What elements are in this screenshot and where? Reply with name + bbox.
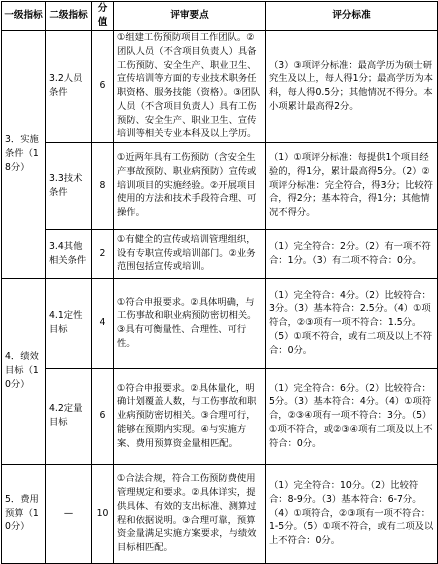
header-review-points: 评审要点 bbox=[114, 2, 266, 31]
scoring-standard-cell: （1）①项评分标准：每提供1个项目经验的，得1分，累计最高得5分。（2）②项评分标准：完全符合，得3分；比较符合，得2分；基本符合，得1分；其他情况不得分。 bbox=[266, 142, 438, 229]
scoring-standard-cell: （1）完全符合：10分。（2）比较符合：8-9分。（3）基本符合：6-7分。（4）①项符合，②③项有一项不符合：1-5分。（5）①项不符合，或有二项及以上不符合：0分。 bbox=[266, 464, 438, 563]
level2-cell: — bbox=[46, 464, 92, 563]
review-points-cell: ①有健全的宣传或培训管理组织，设有专职宣传或培训部门。②业务范围包括宣传或培训。 bbox=[114, 229, 266, 278]
level2-cell: 3.3技术条件 bbox=[46, 142, 92, 229]
score-cell: 6 bbox=[92, 30, 114, 142]
header-level2: 二级指标 bbox=[46, 2, 92, 31]
scoring-standard-cell: （3）③项评分标准：最高学历为硕士研究生及以上，每人得1分；最高学历为本科，每人得0.5分；其他情况不得分。本小项累计最高得2分。 bbox=[266, 30, 438, 142]
header-score: 分值 bbox=[92, 2, 114, 31]
table-row bbox=[2, 142, 438, 229]
review-points-cell: ①组建工伤预防项目工作团队。②团队人员（不含项目负责人）具备工伤预防、安全生产、职业卫生、宣传培训等方面的专业技术职务任职资格、服务技能（资格）。③团队人员（不含项目负责人）具有工伤预防、安全生产、职业卫生、宣传培训等相关专业本科及以上学历。 bbox=[114, 30, 266, 142]
scoring-standard-cell: （1）完全符合：6分。（2）比较符合：5分。（3）基本符合：4分。（4）①项符合，②③④项有一项不符合：3分。（5）①项不符合，或②③④项有二项及以上不符合：0分。 bbox=[266, 368, 438, 464]
level2-cell: 3.2人员条件 bbox=[46, 30, 92, 142]
table-row bbox=[2, 30, 438, 142]
review-points-cell: ①符合申报要求。②具体量化，明确计划覆盖人数，与工伤事故和职业病预防密切相关。③合理可行，能够在预期内实现。④与实施方案、费用预算资金量相匹配。 bbox=[114, 368, 266, 464]
score-cell: 10 bbox=[92, 464, 114, 563]
table-row bbox=[2, 464, 438, 563]
score-cell: 2 bbox=[92, 229, 114, 278]
table-row bbox=[2, 229, 438, 278]
score-cell: 8 bbox=[92, 142, 114, 229]
scoring-standard-cell: （1）完全符合：2分。（2）有一项不符合：1分。（3）有二项不符合：0分。 bbox=[266, 229, 438, 278]
score-cell: 4 bbox=[92, 278, 114, 368]
table-row bbox=[2, 278, 438, 368]
level1-budget: 5．费用预算（10分） bbox=[2, 464, 46, 563]
header-level1: 一级指标 bbox=[2, 2, 46, 31]
review-points-cell: ①符合申报要求。②具体明确，与工伤事故和职业病预防密切相关。③具有可衡量性、合理性、可行性。 bbox=[114, 278, 266, 368]
level1-implementation: 3．实施条件（18分） bbox=[2, 30, 46, 278]
level2-cell: 4.2定量目标 bbox=[46, 368, 92, 464]
review-points-cell: ①近两年具有工伤预防（含安全生产事故预防、职业病预防）宣传或培训项目的实施经验。②开展项目使用的方法和技术手段符合理、可操作。 bbox=[114, 142, 266, 229]
evaluation-table bbox=[1, 1, 438, 564]
level2-cell: 4.1定性目标 bbox=[46, 278, 92, 368]
scoring-standard-cell: （1）完全符合：4分。（2）比较符合：3分。（3）基本符合：2.5分。（4）①项符合，②③项有一项不符合：1.5分。（5）①项不符合，或有二项及以上不符合：0分。 bbox=[266, 278, 438, 368]
header-scoring-standard: 评分标准 bbox=[266, 2, 438, 31]
level1-performance: 4．绩效目标（10分） bbox=[2, 278, 46, 464]
score-cell: 6 bbox=[92, 368, 114, 464]
review-points-cell: ①合法合规，符合工伤预防费使用管理规定和要求。②具体详实，提供具体、有效的支出标准、测算过程和依据说明。③合理可靠，预算资金量满足实施方案要求，与绩效目标相匹配。 bbox=[114, 464, 266, 563]
table-row bbox=[2, 368, 438, 464]
header-row bbox=[2, 2, 438, 31]
level2-cell: 3.4其他相关条件 bbox=[46, 229, 92, 278]
